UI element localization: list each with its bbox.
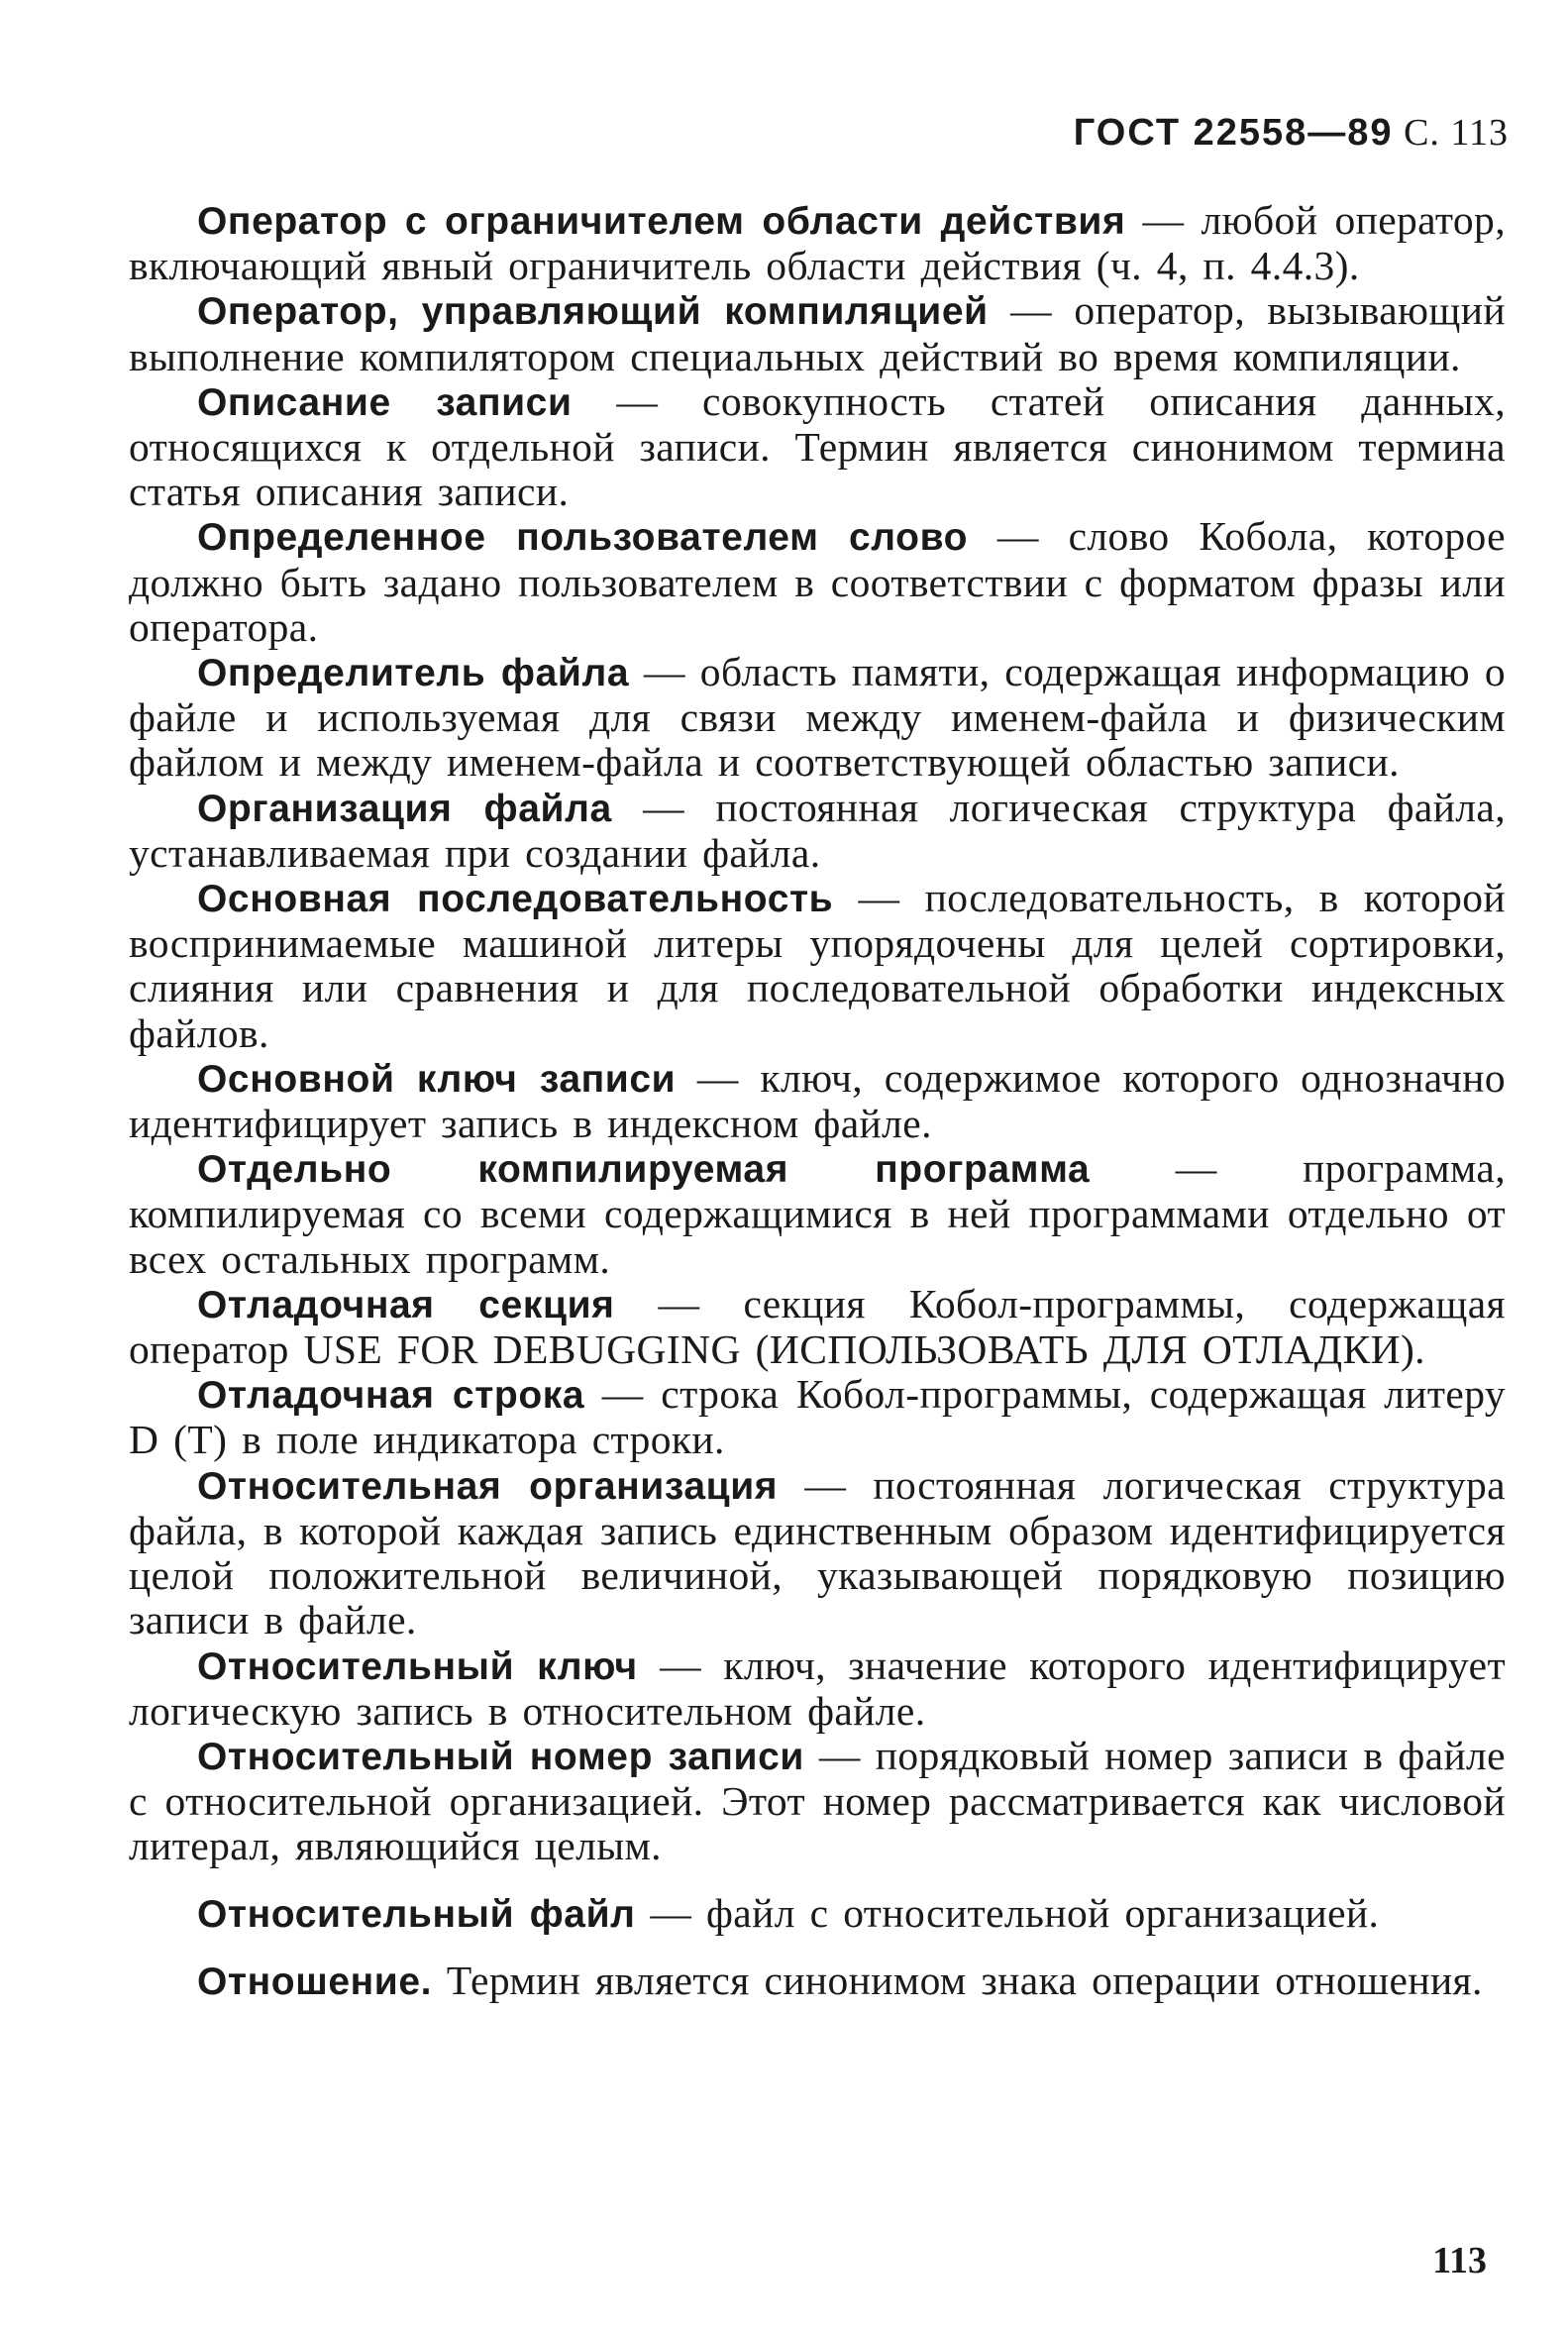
definition: — любой оператор, включающий явный ограничитель области действия (ч. 4, п. 4.4.3). (129, 197, 1506, 289)
glossary-entry (129, 1734, 1506, 1869)
term: Определенное пользователем слово (197, 516, 969, 560)
header-page-label: С. 113 (1404, 112, 1509, 154)
glossary-entry (129, 198, 1506, 288)
glossary-entry (129, 786, 1506, 876)
definition: — ключ, значение которого идентифицирует логическую запись в относительном файле. (129, 1642, 1506, 1734)
definition: — оператор, вызывающий выполнение компилятором специальных действий во время компиляции. (129, 287, 1506, 379)
definition: — слово Кобола, которое должно быть задано пользователем в соответствии с форматом фразы или оператора. (129, 513, 1507, 650)
term: Оператор с ограничителем области действия (197, 200, 1126, 243)
term: Отношение. (197, 1959, 433, 2003)
term: Основной ключ записи (197, 1057, 677, 1101)
definition: Термин является синонимом знака операции отношения. (432, 1957, 1483, 2003)
definition: — совокупность статей описания данных, относящихся к отдельной записи. Термин является синонимом термина статья описания записи. (129, 377, 1506, 515)
term: Оператор, управляющий компиляцией (197, 290, 989, 334)
term: Относительный ключ (197, 1644, 638, 1688)
page-number: 113 (1432, 2240, 1487, 2281)
term: Относительный файл (197, 1892, 636, 1936)
term: Относительная организация (197, 1464, 779, 1508)
definition: — строка Кобол-программы, содержащая литеру D (T) в поле индикатора строки. (129, 1371, 1507, 1463)
term: Отладочная строка (197, 1374, 585, 1418)
glossary-entry (129, 1282, 1506, 1372)
glossary-entry (129, 379, 1506, 515)
glossary-entry (129, 514, 1506, 650)
glossary-entry (129, 1056, 1506, 1146)
definition: — область памяти, содержащая информацию о файле и используемая для связи между именем-файла и физическим файлом и между именем-файла и соответствующей областью записи. (129, 649, 1506, 786)
term: Отладочная секция (197, 1283, 615, 1326)
term: Организация файла (197, 787, 612, 830)
glossary-entry (129, 1463, 1506, 1643)
definition: — порядковый номер записи в файле с относительной организацией. Этот номер рассматривается как числовой литерал, являющийся целым. (129, 1732, 1506, 1869)
page-header (1074, 111, 1509, 155)
definition: — постоянная логическая структура файла, в которой каждая запись единственным образом идентифицируется целой положительной величиной, указывающей порядковую позицию записи в файле. (129, 1461, 1506, 1643)
glossary-entry (129, 1146, 1506, 1282)
glossary-entry (129, 1372, 1506, 1462)
definition: — ключ, содержимое которого однозначно идентифицирует запись в индексном файле. (129, 1054, 1506, 1147)
definition: — постоянная логическая структура файла, устанавливаемая при создании файла. (129, 784, 1507, 876)
glossary-entry (129, 1891, 1506, 1937)
term: Описание записи (197, 380, 573, 424)
definition: — файл с относительной организацией. (635, 1889, 1380, 1936)
glossary-body (129, 198, 1506, 2004)
glossary-entry (129, 650, 1506, 786)
definition: — программа, компилируемая со всеми содержащимися в ней программами отдельно от всех остальных программ. (129, 1145, 1507, 1282)
term: Определитель файла (197, 652, 630, 695)
glossary-entry (129, 1643, 1506, 1734)
definition: — последовательность, в которой воспринимаемые машиной литеры упорядочены для целей сортировки, слияния или сравнения и для последовательной обработки индексных файлов. (129, 875, 1506, 1056)
term: Отдельно компилируемая программа (197, 1148, 1091, 1192)
term: Относительный номер записи (197, 1735, 804, 1778)
standard-designation: ГОСТ 22558—89 (1073, 112, 1394, 154)
glossary-entry (129, 288, 1506, 378)
glossary-entry (129, 1959, 1506, 2004)
definition: — секция Кобол-программы, содержащая оператор USE FOR DEBUGGING (ИСПОЛЬЗОВАТЬ ДЛЯ ОТЛАДКИ). (129, 1280, 1507, 1373)
term: Основная последовательность (197, 878, 834, 921)
glossary-entry (129, 876, 1506, 1056)
